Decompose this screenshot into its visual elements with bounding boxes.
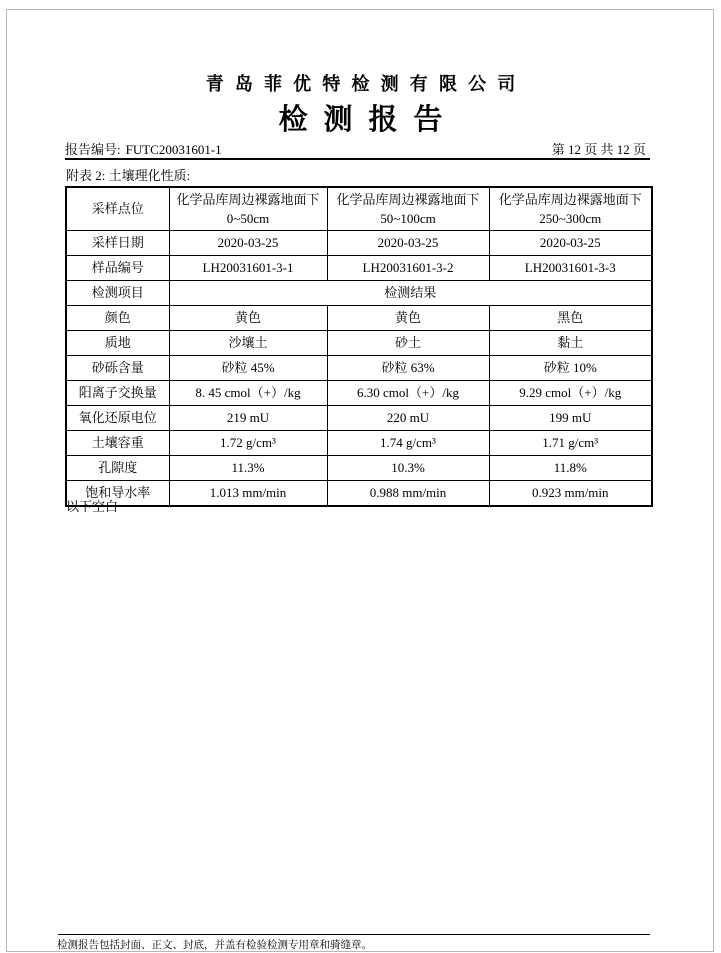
cell-value: 沙壤土 (169, 331, 327, 356)
site-depth: 0~50cm (226, 211, 270, 226)
cell-value: 2020-03-25 (169, 231, 327, 256)
site-depth: 250~300cm (539, 211, 602, 226)
appendix-title: 附表 2: 土壤理化性质: (66, 168, 191, 183)
site-name: 化学品库周边裸露地面下 (336, 192, 480, 207)
page-indicator: 第 12 页 共 12 页 (551, 142, 646, 157)
row-label: 氧化还原电位 (66, 406, 169, 431)
cell-value: 1.013 mm/min (169, 481, 327, 507)
row-label: 饱和导水率 (66, 481, 169, 507)
header-divider (65, 158, 650, 160)
cell-value: LH20031601-3-3 (489, 256, 652, 281)
report-number-label: 报告编号: (65, 142, 121, 157)
cell-value: 1.71 g/cm³ (489, 431, 652, 456)
row-label: 颜色 (66, 306, 169, 331)
row-label: 样品编号 (66, 256, 169, 281)
table-row-redox-potential (66, 406, 652, 431)
cell-value: 黏土 (489, 331, 652, 356)
table-row-cation-exchange (66, 381, 652, 406)
table-row-texture (66, 331, 652, 356)
row-label: 阳离子交换量 (66, 381, 169, 406)
report-number-value: FUTC20031601-1 (125, 142, 222, 157)
footer-divider (58, 934, 650, 935)
cell-sampling-point-2 (327, 187, 489, 231)
report-title: 检测报告 (278, 104, 459, 136)
cell-value: 11.8% (489, 456, 652, 481)
below-blank-note: 以下空白 (66, 499, 119, 514)
cell-value: 砂粒 45% (169, 356, 327, 381)
row-label: 土壤容重 (66, 431, 169, 456)
cell-value: 9.29 cmol（+）/kg (489, 381, 652, 406)
cell-value: 黑色 (489, 306, 652, 331)
table-row-sample-no (66, 256, 652, 281)
row-label: 质地 (66, 331, 169, 356)
company-name: 青岛菲优特检测有限公司 (205, 74, 527, 94)
soil-properties-table (65, 186, 653, 507)
cell-value: 1.74 g/cm³ (327, 431, 489, 456)
cell-value: 1.72 g/cm³ (169, 431, 327, 456)
cell-value: 黄色 (327, 306, 489, 331)
cell-sampling-point-1 (169, 187, 327, 231)
cell-value: 220 mU (327, 406, 489, 431)
cell-value: 砂土 (327, 331, 489, 356)
table-row-bulk-density (66, 431, 652, 456)
cell-value: 砂粒 63% (327, 356, 489, 381)
table-row-hydraulic-conductivity (66, 481, 652, 507)
report-number (65, 139, 222, 158)
cell-value: 0.988 mm/min (327, 481, 489, 507)
row-label: 采样点位 (66, 187, 169, 231)
cell-value: 2020-03-25 (327, 231, 489, 256)
cell-result-header: 检测结果 (169, 281, 652, 306)
table-row-gravel-content (66, 356, 652, 381)
table-row-porosity (66, 456, 652, 481)
table-row-color (66, 306, 652, 331)
row-label: 采样日期 (66, 231, 169, 256)
footer-note: 检测报告包括封面、正文、封底，并盖有检验检测专用章和骑缝章。 (57, 940, 372, 951)
table-row-sampling-date (66, 231, 652, 256)
cell-value: 黄色 (169, 306, 327, 331)
cell-value: 199 mU (489, 406, 652, 431)
cell-value: 2020-03-25 (489, 231, 652, 256)
cell-value: 砂粒 10% (489, 356, 652, 381)
cell-value: 6.30 cmol（+）/kg (327, 381, 489, 406)
row-label: 检测项目 (66, 281, 169, 306)
cell-value: 10.3% (327, 456, 489, 481)
cell-value: LH20031601-3-1 (169, 256, 327, 281)
report-meta-row (65, 139, 650, 158)
cell-value: 219 mU (169, 406, 327, 431)
cell-value: LH20031601-3-2 (327, 256, 489, 281)
cell-sampling-point-3 (489, 187, 652, 231)
row-label: 孔隙度 (66, 456, 169, 481)
site-name: 化学品库周边裸露地面下 (498, 192, 642, 207)
cell-value: 8. 45 cmol（+）/kg (169, 381, 327, 406)
row-label: 砂砾含量 (66, 356, 169, 381)
cell-value: 0.923 mm/min (489, 481, 652, 507)
table-row-sampling-point (66, 187, 652, 231)
cell-value: 11.3% (169, 456, 327, 481)
site-name: 化学品库周边裸露地面下 (176, 192, 320, 207)
table-row-test-item (66, 281, 652, 306)
site-depth: 50~100cm (380, 211, 436, 226)
